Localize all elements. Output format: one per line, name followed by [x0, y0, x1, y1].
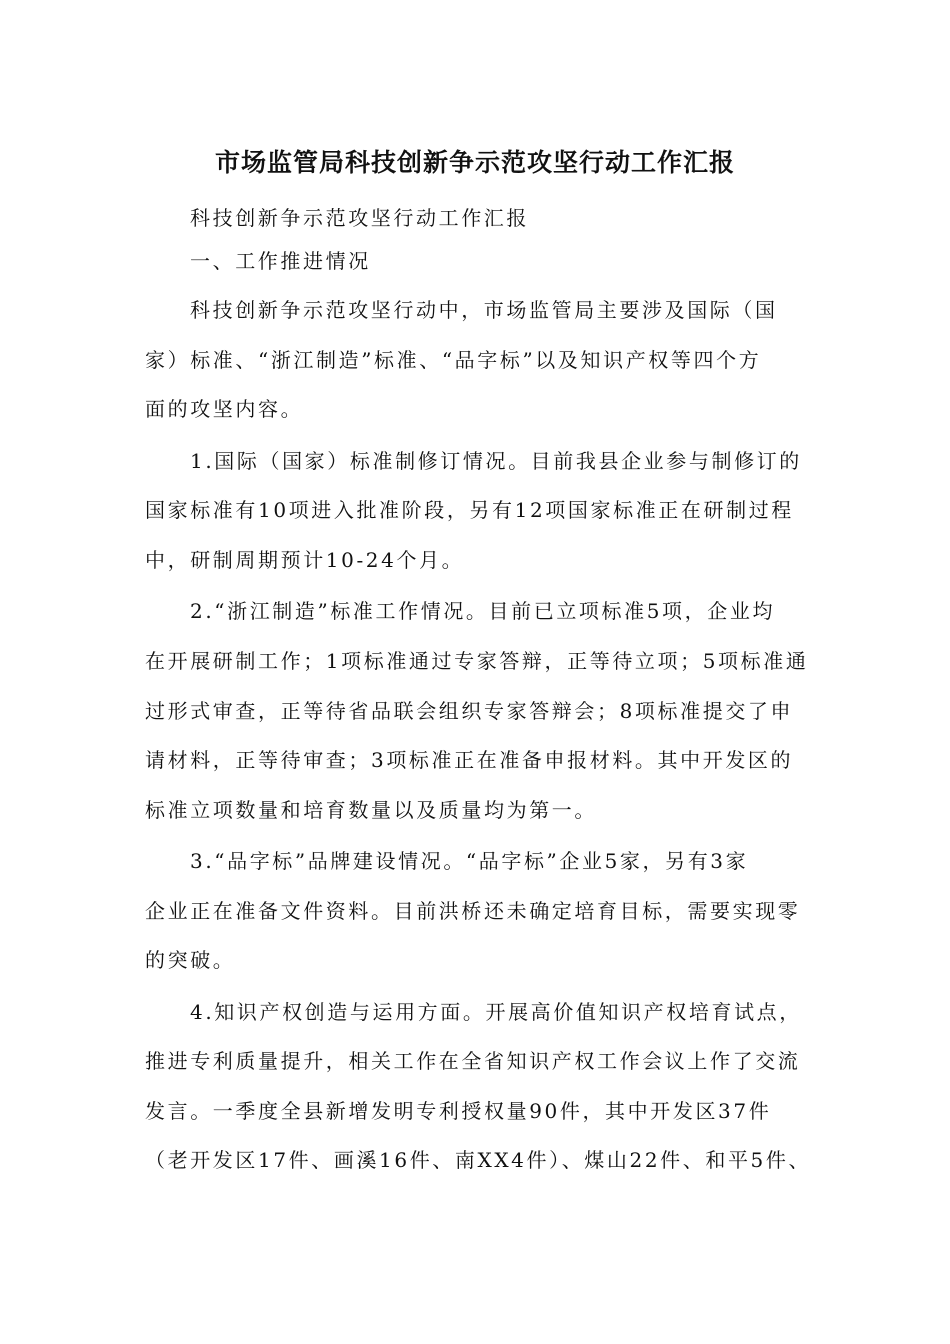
paragraph-line: （老开发区17件、画溪16件、南XX4件）、煤山22件、和平5件、	[145, 1148, 812, 1172]
paragraph-line: 面的攻坚内容。	[145, 397, 304, 421]
paragraph-line: 的突破。	[145, 948, 236, 972]
paragraph-line: 发言。一季度全县新增发明专利授权量90件，其中开发区37件	[145, 1099, 772, 1123]
paragraph-line: 推进专利质量提升，相关工作在全省知识产权工作会议上作了交流	[145, 1049, 801, 1073]
paragraph-line: 国家标准有10项进入批准阶段，另有12项国家标准正在研制过程	[145, 498, 794, 522]
paragraph-line: 3.“品字标”品牌建设情况。“品字标”企业5家，另有3家	[190, 849, 749, 873]
section-heading: 一、工作推进情况	[190, 249, 371, 273]
paragraph-line: 2.“浙江制造”标准工作情况。目前已立项标准5项，企业均	[190, 599, 776, 623]
paragraph-line: 标准立项数量和培育数量以及质量均为第一。	[145, 798, 597, 822]
paragraph-line: 请材料，正等待审查；3项标准正在准备申报材料。其中开发区的	[145, 748, 794, 772]
document-subtitle: 科技创新争示范攻坚行动工作汇报	[190, 206, 529, 230]
paragraph-line: 4.知识产权创造与运用方面。开展高价值知识产权培育试点，	[190, 1000, 802, 1024]
paragraph-line: 家）标准、“浙江制造”标准、“品字标”以及知识产权等四个方	[145, 348, 762, 372]
document-title: 市场监管局科技创新争示范攻坚行动工作汇报	[214, 148, 735, 177]
paragraph-line: 企业正在准备文件资料。目前洪桥还未确定培育目标，需要实现零	[145, 899, 801, 923]
paragraph-line: 过形式审查，正等待省品联会组织专家答辩会；8项标准提交了申	[145, 699, 794, 723]
paragraph-line: 在开展研制工作；1项标准通过专家答辩，正等待立项；5项标准通	[145, 649, 809, 673]
paragraph-line: 中，研制周期预计10-24个月。	[145, 548, 465, 572]
paragraph-line: 1.国际（国家）标准制修订情况。目前我县企业参与制修订的	[190, 449, 802, 473]
paragraph-line: 科技创新争示范攻坚行动中，市场监管局主要涉及国际（国	[190, 298, 778, 322]
